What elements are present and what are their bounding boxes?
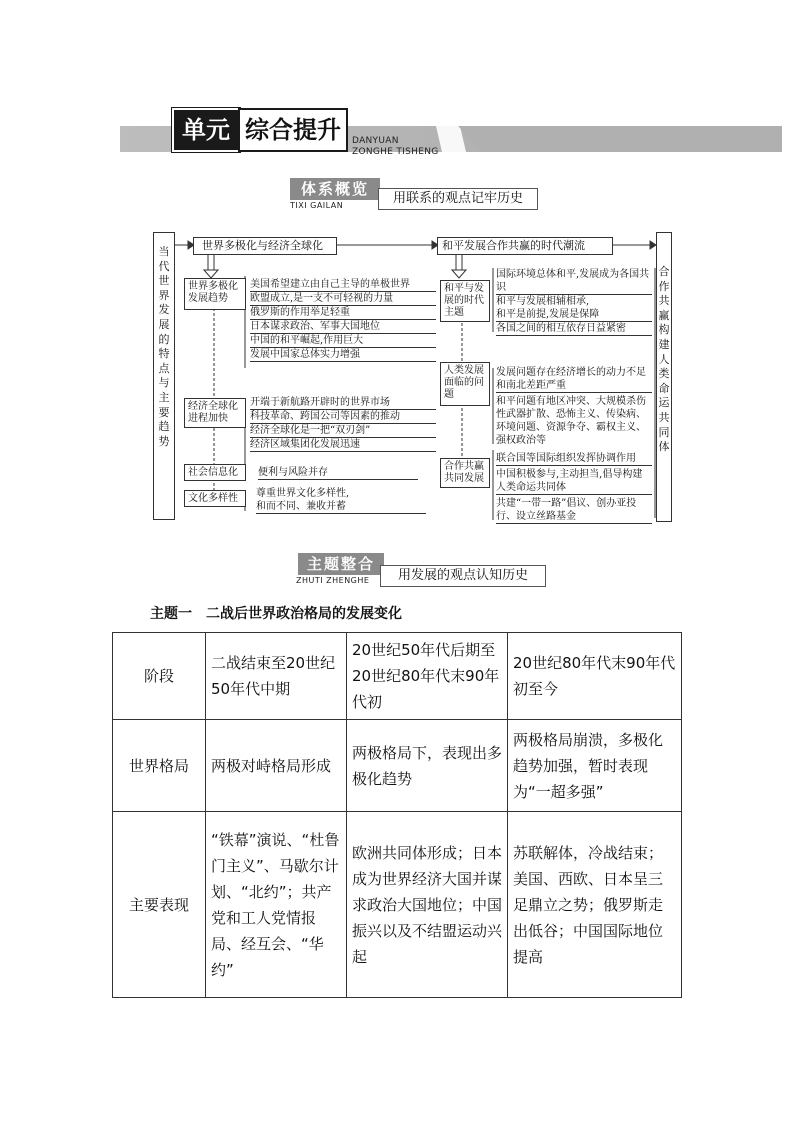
section1-desc: 用联系的观点记牢历史 [378, 188, 538, 210]
banner-pinyin [352, 136, 439, 158]
topic-table [112, 632, 682, 998]
mindmap-item: 尊重世界文化多样性, [256, 488, 350, 499]
mindmap-item: 俄罗斯的作用举足轻重 [250, 306, 436, 320]
mindmap-item: 和平是前提,发展是保障 [496, 308, 652, 322]
mindmap-item: 和而不同、兼收并蓄 [256, 500, 426, 514]
table-header-cell: 20世纪50年代后期至20世纪80年代末90年代初 [347, 633, 508, 720]
mindmap-right-group-label: 合作共赢共同发展 [440, 458, 490, 488]
table-header-cell: 20世纪80年代末90年代初至今 [508, 633, 682, 720]
table-row [113, 633, 682, 720]
mindmap-right-root [656, 232, 672, 522]
mindmap-item: 便利与风险并存 [258, 466, 418, 480]
section2-tag: 主题整合 [298, 553, 384, 575]
table-cell: 两极对峙格局形成 [206, 720, 347, 812]
mindmap-item: 联合国等国际组织发挥协调作用 [496, 452, 652, 466]
mindmap-item: 欧盟成立,是一支不可轻视的力量 [250, 292, 436, 306]
table-cell: 主要表现 [113, 812, 206, 998]
section1-tag: 体系概览 [290, 178, 380, 200]
banner-title-part1: 单元 [172, 108, 240, 152]
banner-title-part2: 综合提升 [238, 108, 348, 152]
mindmap-left-group-items [256, 487, 426, 514]
mindmap-right-group-label: 和平与发展的时代主题 [440, 280, 490, 322]
mindmap-item: 发展问题存在经济增长的动力不足和南北差距严重 [496, 366, 652, 393]
mindmap-item: 中国积极参与,主动担当,倡导构建人类命运共同体 [496, 468, 652, 495]
mindmap-item: 国际环境总体和平,发展成为各国共识 [496, 268, 652, 295]
section2-pinyin: ZHUTI ZHENGHE [296, 576, 370, 585]
table-cell: 欧洲共同体形成；日本成为世界经济大国并谋求政治大国地位；中国振兴以及不结盟运动兴起 [347, 812, 508, 998]
mindmap-item: 科技革命、跨国公司等因素的推动 [250, 410, 436, 424]
table-row [113, 720, 682, 812]
table-header-cell: 二战结束至20世纪50年代中期 [206, 633, 347, 720]
mindmap-item: 共建“一带一路”倡议、创办亚投行、设立丝路基金 [496, 497, 652, 524]
table-cell: 两极格局下，表现出多极化趋势 [347, 720, 508, 812]
mindmap-left-group-label: 文化多样性 [184, 490, 246, 507]
mindmap-item: 各国之间的相互依存日益紧密 [496, 322, 652, 336]
topic-title: 主题一 二战后世界政治格局的发展变化 [150, 606, 402, 622]
section2-desc: 用发展的观点认知历史 [380, 565, 546, 587]
banner-pinyin-line2: ZONGHE TISHENG [352, 147, 439, 157]
mindmap-item: 经济区域集团化发展迅速 [250, 438, 436, 452]
mindmap-left-group-label: 社会信息化 [184, 464, 246, 481]
mindmap-right-group-items [496, 268, 652, 336]
mindmap-right-group-items [496, 366, 652, 447]
mindmap-left-root-text: 当代世界发展的特点与主要趋势 [158, 245, 170, 448]
mindmap-item: 和平问题有地区冲突、大规模杀伤性武器扩散、恐怖主义、传染病、环境问题、资源争夺、霸权主义、强权政治等 [496, 396, 646, 446]
banner-pinyin-line1: DANYUAN [352, 136, 399, 146]
mindmap-left-group-items [250, 396, 436, 452]
table-cell: 两极格局崩溃，多极化趋势加强，暂时表现为“一超多强” [508, 720, 682, 812]
section1-pinyin: TIXI GAILAN [290, 201, 344, 210]
mindmap-item: 和平与发展相辅相承, [496, 296, 590, 307]
mindmap-item: 开端于新航路开辟时的世界市场 [250, 396, 436, 410]
mindmap-right-group-label: 人类发展面临的问题 [440, 362, 490, 406]
mindmap-item: 中国的和平崛起,作用巨大 [250, 334, 436, 348]
mindmap-left-group-label: 经济全球化进程加快 [184, 398, 246, 428]
mindmap-branch-right: 和平发展合作共赢的时代潮流 [437, 237, 613, 255]
mindmap-right-group-items [496, 452, 652, 524]
mindmap-left-group-items [258, 466, 418, 480]
mindmap-left-root [153, 232, 175, 520]
mindmap-item: 日本谋求政治、军事大国地位 [250, 320, 436, 334]
table-cell: 世界格局 [113, 720, 206, 812]
mindmap-item: 经济全球化是一把“双刃剑” [250, 424, 436, 438]
mindmap-left-group-items [250, 278, 436, 362]
table-row [113, 812, 682, 998]
mindmap-item: 美国希望建立由自己主导的单极世界 [250, 278, 436, 292]
table-cell: “铁幕”演说、“杜鲁门主义”、马歇尔计划、“北约”；共产党和工人党情报局、经互会、“华约” [206, 812, 347, 998]
mindmap-branch-left: 世界多极化与经济全球化 [193, 237, 337, 255]
mindmap-left-group-label: 世界多极化发展趋势 [184, 278, 246, 310]
mindmap-right-root-text: 合作共赢构建人类命运共同体 [658, 265, 670, 454]
table-header-cell: 阶段 [113, 633, 206, 720]
table-cell: 苏联解体，冷战结束；美国、西欧、日本呈三足鼎立之势；俄罗斯走出低谷；中国国际地位提高 [508, 812, 682, 998]
mindmap-item: 发展中国家总体实力增强 [250, 348, 436, 362]
